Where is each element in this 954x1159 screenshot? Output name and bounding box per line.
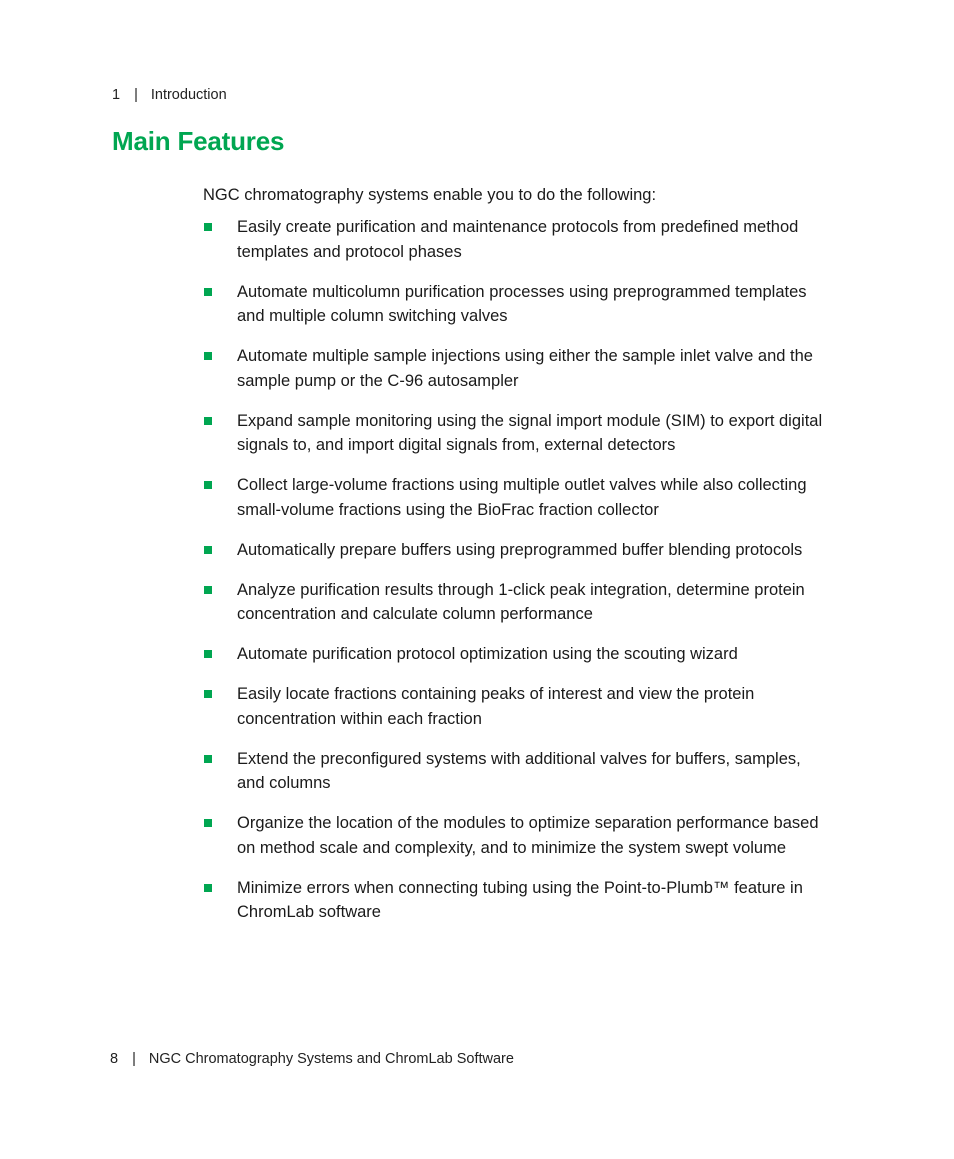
square-bullet-icon	[204, 819, 212, 827]
feature-text: Expand sample monitoring using the signal import module (SIM) to export digital signals to, and import digital signals from, external detectors	[237, 411, 823, 454]
square-bullet-icon	[204, 481, 212, 489]
feature-item	[203, 409, 823, 458]
chapter-number: 1	[112, 87, 121, 103]
intro-paragraph: NGC chromatography systems enable you to do the following:	[203, 186, 657, 204]
footer-separator: |	[132, 1051, 136, 1067]
feature-item	[203, 215, 823, 264]
feature-item	[203, 747, 823, 796]
book-title: NGC Chromatography Systems and ChromLab Software	[148, 1051, 514, 1067]
feature-text: Minimize errors when connecting tubing using the Point-to-Plumb™ feature in ChromLab software	[237, 878, 803, 921]
chapter-title: Introduction	[150, 87, 227, 103]
square-bullet-icon	[204, 884, 212, 892]
square-bullet-icon	[204, 223, 212, 231]
running-footer	[110, 1051, 514, 1067]
header-separator: |	[134, 87, 138, 103]
square-bullet-icon	[204, 650, 212, 658]
feature-item	[203, 344, 823, 393]
page-number: 8	[110, 1051, 119, 1067]
feature-text: Automate purification protocol optimization using the scouting wizard	[237, 645, 738, 663]
square-bullet-icon	[204, 755, 212, 763]
feature-text: Collect large-volume fractions using multiple outlet valves while also collecting small-volume fractions using the BioFrac fraction collector	[237, 476, 807, 519]
feature-text: Extend the preconfigured systems with additional valves for buffers, samples, and columns	[237, 749, 801, 792]
feature-text: Analyze purification results through 1-click peak integration, determine protein concentration and calculate column performance	[237, 580, 805, 623]
feature-text: Automate multicolumn purification processes using preprogrammed templates and multiple column switching valves	[237, 282, 807, 325]
square-bullet-icon	[204, 690, 212, 698]
feature-item	[203, 578, 823, 627]
feature-item	[203, 538, 823, 563]
square-bullet-icon	[204, 417, 212, 425]
feature-item	[203, 280, 823, 329]
square-bullet-icon	[204, 546, 212, 554]
running-header	[112, 87, 227, 103]
square-bullet-icon	[204, 586, 212, 594]
feature-item	[203, 682, 823, 731]
square-bullet-icon	[204, 288, 212, 296]
feature-text: Automatically prepare buffers using preprogrammed buffer blending protocols	[237, 540, 803, 559]
feature-text: Easily create purification and maintenance protocols from predefined method templates and protocol phases	[237, 218, 799, 261]
feature-item	[203, 811, 823, 860]
square-bullet-icon	[204, 352, 212, 360]
feature-text: Easily locate fractions containing peaks of interest and view the protein concentration within each fraction	[237, 685, 755, 728]
feature-item	[203, 642, 823, 667]
section-title: Main Features	[112, 126, 285, 156]
feature-item	[203, 473, 823, 522]
feature-text: Organize the location of the modules to optimize separation performance based on method scale and complexity, and to minimize the system swept volume	[237, 814, 819, 857]
feature-item	[203, 876, 823, 925]
feature-text: Automate multiple sample injections using either the sample inlet valve and the sample pump or the C-96 autosampler	[237, 347, 813, 390]
feature-list	[203, 215, 823, 940]
